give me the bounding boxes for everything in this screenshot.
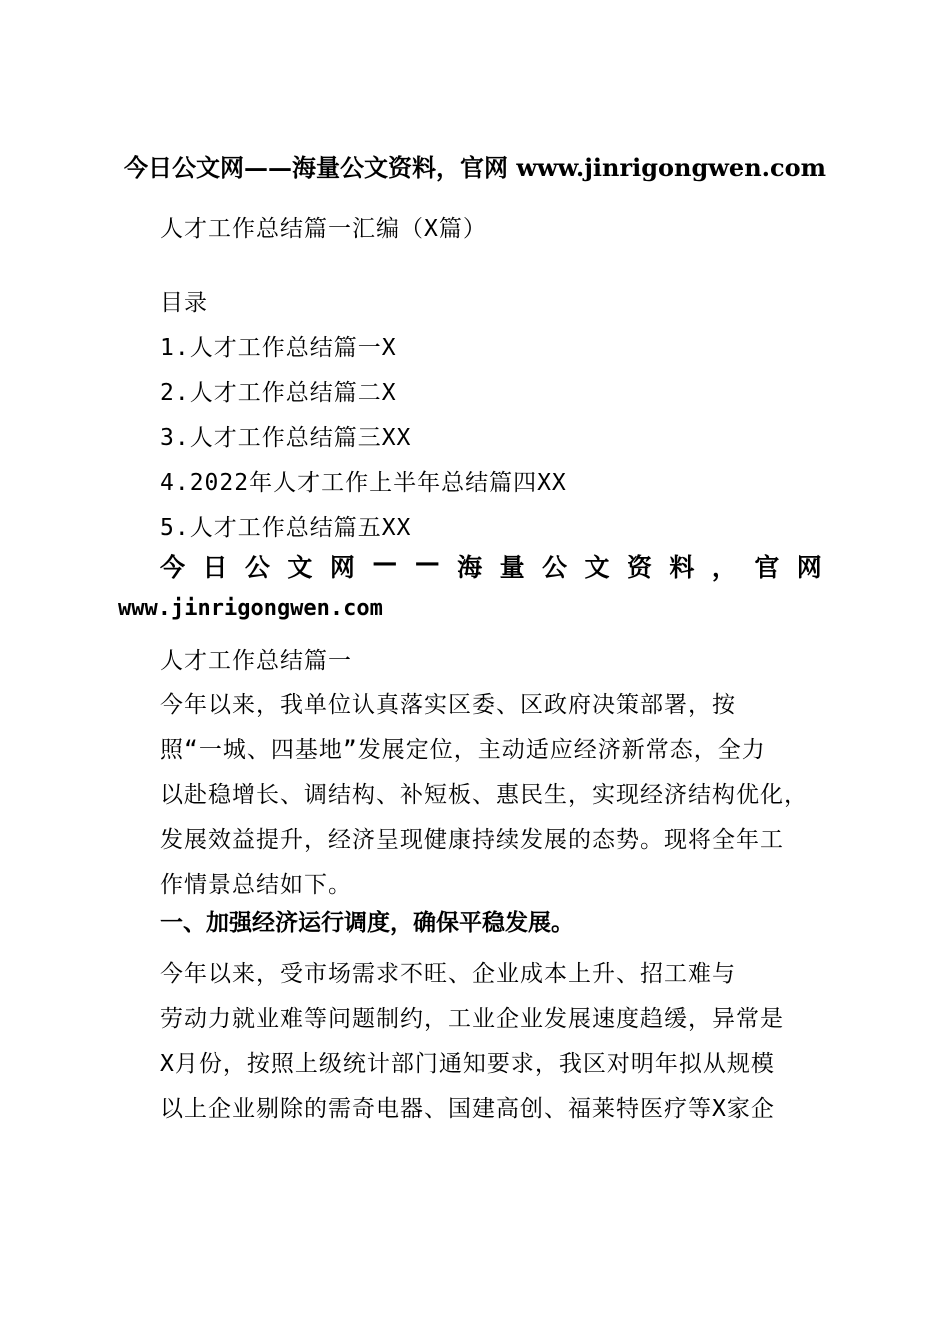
- paragraph-line: 发展效益提升，经济呈现健康持续发展的态势。现将全年工: [160, 827, 784, 853]
- toc-label: 目录: [160, 290, 208, 316]
- banner-char: 海: [457, 553, 483, 582]
- banner-char: 文: [584, 553, 610, 582]
- site-banner: [160, 548, 822, 584]
- banner-char: —: [414, 548, 440, 577]
- banner-char: 公: [244, 553, 270, 582]
- paragraph-line: 照“一城、四基地”发展定位，主动适应经济新常态，全力: [160, 737, 766, 763]
- toc-item: 4.2022年人才工作上半年总结篇四XX: [160, 470, 567, 496]
- paragraph-line: 作情景总结如下。: [160, 872, 352, 898]
- banner-char: 官: [754, 553, 780, 582]
- toc-item: 3.人才工作总结篇三XX: [160, 425, 412, 451]
- paragraph-line: 劳动力就业难等问题制约，工业企业发展速度趋缓，异常是: [160, 1006, 784, 1032]
- toc-item: 1.人才工作总结篇一X: [160, 335, 397, 361]
- banner-char: 文: [287, 553, 313, 582]
- banner-url: www.jinrigongwen.com: [118, 596, 383, 621]
- paragraph-line: X月份，按照上级统计部门通知要求，我区对明年拟从规模: [160, 1051, 775, 1077]
- banner-char: 公: [542, 553, 568, 582]
- section-title: 人才工作总结篇一: [160, 648, 352, 674]
- banner-char: 今: [160, 553, 186, 582]
- site-header: 今日公文网——海量公文资料，官网 www.jinrigongwen.com: [123, 153, 827, 182]
- banner-char: 量: [499, 553, 525, 582]
- banner-char: 料: [669, 553, 695, 582]
- toc-item: 2.人才工作总结篇二X: [160, 380, 397, 406]
- banner-char: —: [372, 548, 398, 577]
- toc-item: 5.人才工作总结篇五XX: [160, 515, 412, 541]
- paragraph-line: 以赴稳增长、调结构、补短板、惠民生，实现经济结构优化，: [160, 782, 808, 808]
- banner-char: 网: [329, 553, 355, 582]
- banner-char: 日: [202, 553, 228, 582]
- banner-char: ，: [711, 553, 737, 582]
- banner-char: 资: [626, 553, 652, 582]
- paragraph-line: 以上企业剔除的需奇电器、国建高创、福莱特医疗等X家企: [160, 1096, 775, 1122]
- paragraph-line: 今年以来，我单位认真落实区委、区政府决策部署，按: [160, 692, 736, 718]
- banner-char: 网: [796, 553, 822, 582]
- section-heading: 一、加强经济运行调度，确保平稳发展。: [160, 910, 574, 936]
- paragraph-line: 今年以来，受市场需求不旺、企业成本上升、招工难与: [160, 961, 736, 987]
- doc-title: 人才工作总结篇一汇编（X篇）: [160, 216, 487, 242]
